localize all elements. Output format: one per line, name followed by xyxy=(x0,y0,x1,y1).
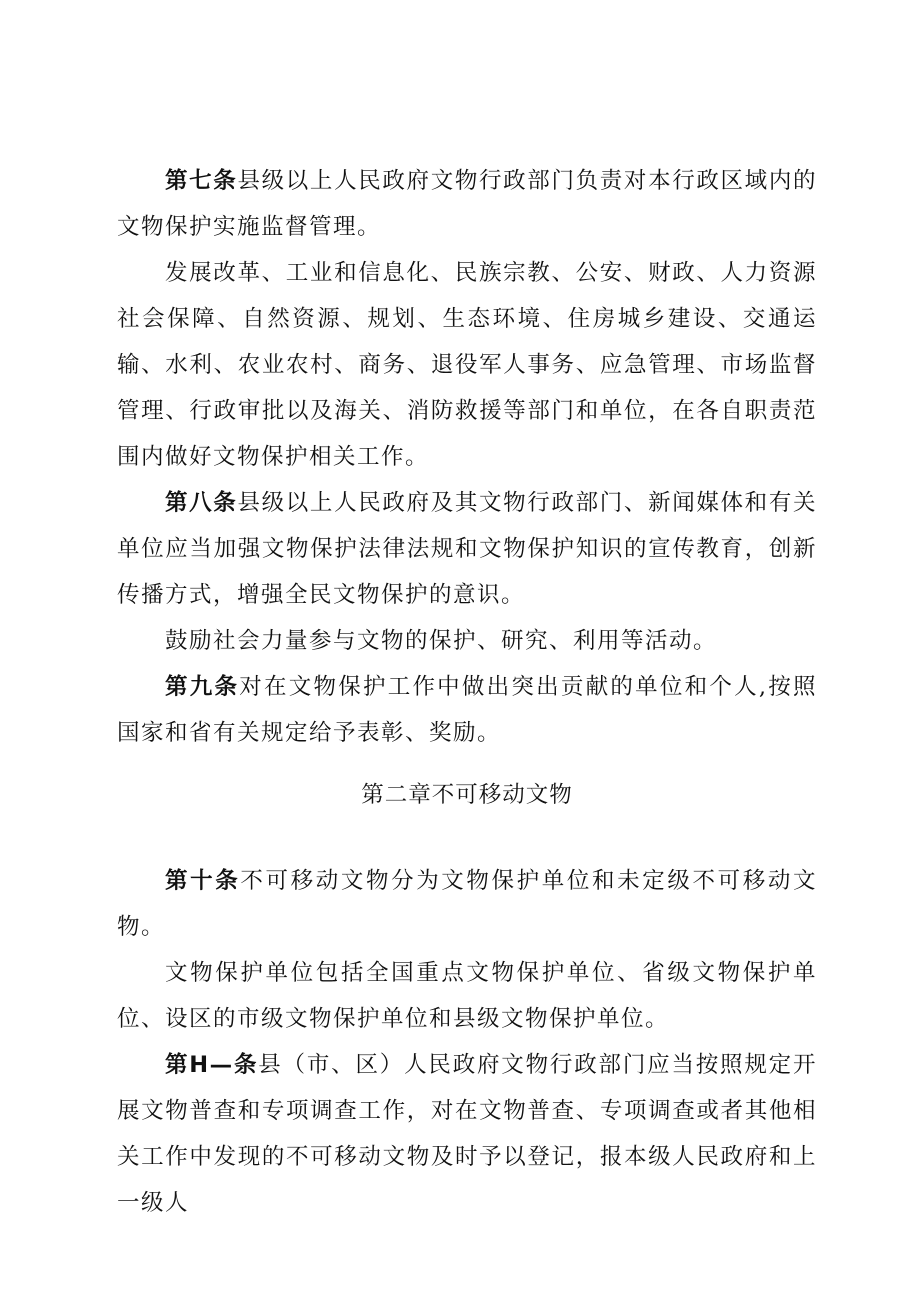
article-9 xyxy=(117,664,817,756)
chapter-title: 第二章不可移动文物 xyxy=(361,782,573,808)
article-label: 第九条 xyxy=(165,674,240,700)
article-7 xyxy=(117,158,817,250)
article-text: 不可移动文物分为文物保护单位和未定级不可移动文物。 xyxy=(117,868,817,940)
article-8 xyxy=(117,480,817,618)
article-text: 县级以上人民政府文物行政部门负责对本行政区域内的文物保护实施监督管理。 xyxy=(117,168,817,240)
document-body xyxy=(117,158,817,1226)
paragraph-encourage xyxy=(117,618,817,664)
paragraph-text: 鼓励社会力量参与文物的保护、研究、利用等活动。 xyxy=(165,628,718,654)
article-label: 第十条 xyxy=(165,868,241,894)
article-text: 县级以上人民政府及其文物行政部门、新闻媒体和有关单位应当加强文物保护法律法规和文物保护知识的宣传教育，创新传播方式，增强全民文物保护的意识。 xyxy=(117,490,817,608)
article-11 xyxy=(117,1042,817,1226)
article-text: 对在文物保护工作中做出突出贡献的单位和个人,按照国家和省有关规定给予表彰、奖励。 xyxy=(117,674,817,746)
paragraph-text: 文物保护单位包括全国重点文物保护单位、省级文物保护单位、设区的市级文物保护单位和县级文物保护单位。 xyxy=(117,960,817,1032)
article-10 xyxy=(117,858,817,950)
paragraph-protection-units xyxy=(117,950,817,1042)
article-text: 县（市、区）人民政府文物行政部门应当按照规定开展文物普查和专项调查工作，对在文物普查、专项调查或者其他相关工作中发现的不可移动文物及时予以登记，报本级人民政府和上一级人 xyxy=(117,1052,817,1216)
paragraph-departments xyxy=(117,250,817,480)
article-label: 第H—条 xyxy=(165,1052,259,1078)
article-label: 第七条 xyxy=(165,168,238,194)
paragraph-text: 发展改革、工业和信息化、民族宗教、公安、财政、人力资源社会保障、自然资源、规划、生态环境、住房城乡建设、交通运输、水利、农业农村、商务、退役军人事务、应急管理、市场监督管理、行政审批以及海关、消防救援等部门和单位，在各自职责范围内做好文物保护相关工作。 xyxy=(117,260,817,470)
article-label: 第八条 xyxy=(165,490,238,516)
